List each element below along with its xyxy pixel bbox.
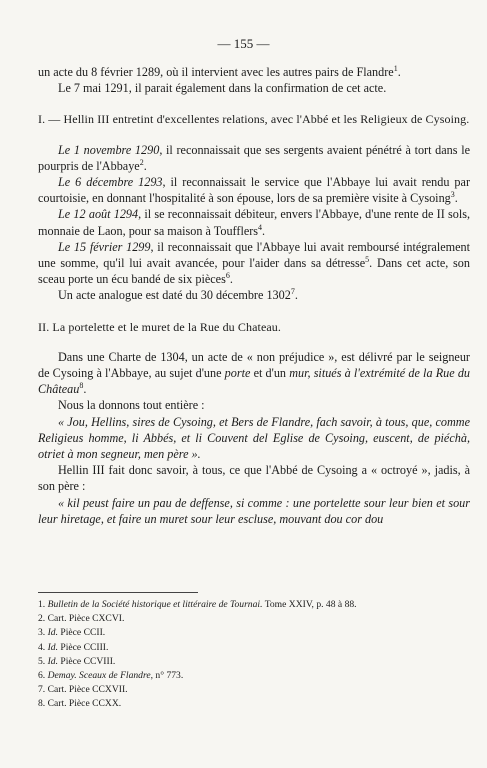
text: mur, situés à l'extrémité de la Rue du Château: [38, 366, 471, 397]
footnote-text: Cart. Pièce CCXVII.: [47, 684, 128, 696]
footnote: [38, 598, 470, 612]
footnote: [38, 655, 470, 669]
paragraph-12: [38, 495, 470, 527]
paragraph-1: [38, 64, 470, 80]
quote: « kil peust faire un pau de deffense, si comme : une portelette sour leur bien et sour leur hiretage, et faire un muret sour leur escluse, mouvant dou cor dou: [38, 495, 470, 526]
paragraph-10: [38, 414, 470, 463]
date: Le 6 décembre 1293: [58, 175, 163, 190]
footnote-number: 1.: [38, 599, 46, 610]
text: , il reconnaissait que l'Abbaye lui avait remboursé intégralement une somme, qu'il lui avait avancée, pour l'aider dans sa détresse: [38, 239, 470, 271]
paragraph-7: Un acte analogue est daté du 30 décembre 1302$^7$.: [58, 287, 298, 303]
footnote: [38, 612, 470, 626]
footnote-number: 8.: [38, 698, 46, 710]
text: , il se reconnaissait débiteur, envers l'Abbaye, d'une rente de II sols, monnaie de Laon, pour sa maison à Toufflers: [38, 207, 470, 238]
footnotes: [38, 598, 470, 712]
footnote: [38, 683, 470, 697]
footnote-divider: [38, 592, 198, 593]
section-heading-2: II. La portelette et le muret de la Rue du Chateau.: [38, 319, 282, 334]
text: Dans une Charte de 1304, un acte de « non préjudice », est délivré par le seigneur de Cysoing à l'Abbaye, au sujet d'une: [38, 349, 470, 381]
footnote-text: Pièce CCIII.: [58, 641, 109, 653]
text: et d'un: [250, 366, 290, 381]
quote: « Jou, Hellins, sires de Cysoing, et Bers de Flandre, fach savoir, à tous, que, comme Religieus homme, li Abbés, et li Couvent del Eglise de Cysoing, euscent, de piéchà, otriet à mon segneur, men père ».: [38, 414, 470, 462]
footnote-number: 7.: [38, 684, 46, 696]
footnote-text: Id.: [47, 655, 58, 667]
footnote-number: 3.: [38, 627, 46, 639]
footnote-text: Id.: [47, 627, 58, 639]
page-number: — 155 —: [217, 36, 270, 51]
footnote-number: 6.: [38, 670, 46, 682]
footnote-text: Bulletin de la Société historique et littéraire de Tournai.: [47, 599, 263, 610]
footnote-ref: 2: [139, 157, 144, 167]
paragraph-5: Le 12 août 1294, il se reconnaissait débiteur, envers l'Abbaye, d'une rente de II sols, monnaie de Laon, pour sa maison à Toufflers$^4$.: [38, 207, 470, 238]
section-heading-1: I. — Hellin III entretint d'excellentes relations, avec l'Abbé et les Religieux de Cysoing.: [38, 112, 470, 127]
footnote: [38, 697, 470, 711]
footnote-number: 4.: [38, 641, 46, 653]
footnote: [38, 669, 470, 683]
footnote-ref: 5: [365, 254, 370, 264]
text: .: [397, 65, 401, 79]
body-text: [38, 64, 470, 527]
footnote-text: Cart. Pièce CCXX.: [47, 698, 122, 710]
footnote-ref: 1: [393, 63, 398, 73]
footnote-ref: 6: [225, 271, 230, 281]
footnote-number: 5.: [38, 655, 46, 667]
footnote-ref: 8: [79, 381, 84, 391]
paragraph-6: Le 15 février 1299, il reconnaissait que l'Abbaye lui avait remboursé intégralement une somme, qu'il lui avait avancée, pour l'aider dans sa détresse$^5$. Dans cet acte, son sceau porte un écu bandé de six pièces$^6$.: [38, 239, 470, 287]
paragraph-4: Le 6 décembre 1293, il reconnaissait le service que l'Abbaye lui avait rendu par courtoisie, en donnant l'hospitalité à son épouse, lors de sa première visite à Cysoing$^3$.: [38, 175, 470, 206]
paragraph-3: Le 1 novembre 1290, il reconnaissait que ses sergents avaient pénétré à tort dans le pourpris de l'Abbaye$^2$.: [38, 142, 470, 173]
paragraph-8: Dans une Charte de 1304, un acte de « non préjudice », est délivré par le seigneur de Cysoing à l'Abbaye, au sujet d'une porte et d'un mur, situés à l'extrémité de la Rue du Château$^8$.: [38, 349, 471, 397]
date: Le 1 novembre 1290: [58, 142, 160, 157]
date: Le 12 août 1294: [58, 207, 139, 222]
date: Le 15 février 1299: [58, 239, 151, 254]
text: Un acte analogue est daté du 30 décembre 1302: [58, 288, 291, 303]
text: porte: [224, 366, 251, 381]
footnote-number: 2.: [38, 613, 46, 625]
footnote-text: Id.: [47, 641, 58, 653]
footnote: [38, 626, 470, 640]
text: . Dans cet acte, son sceau porte un écu bandé de six pièces: [38, 256, 470, 287]
paragraph-9: Nous la donnons tout entière :: [58, 398, 205, 413]
text: , il reconnaissait que ses sergents avaient pénétré à tort dans le pourpris de l'Abbaye: [38, 142, 470, 173]
footnote-ref: 4: [258, 222, 263, 232]
footnote-ref: 3: [450, 190, 455, 200]
footnote-text: Demay. Sceaux de Flandre,: [47, 670, 154, 682]
footnote-ref: 7: [290, 287, 295, 297]
footnote-text: Pièce CCVIII.: [58, 655, 116, 667]
text: , il reconnaissait le service que l'Abbaye lui avait rendu par courtoisie, en donnant l'hospitalité à son épouse, lors de sa première visite à Cysoing: [38, 175, 470, 206]
paragraph-11: Hellin III fait donc savoir, à tous, ce que l'Abbé de Cysoing a « octroyé », jadis, à son père :: [38, 463, 470, 494]
footnote-text: Cart. Pièce CXCVI.: [47, 613, 125, 625]
footnote-text: Pièce CCII.: [58, 627, 106, 639]
footnote-text: Tome XXIV, p. 48 à 88.: [262, 599, 357, 610]
paragraph-2: Le 7 mai 1291, il parait également dans la confirmation de cet acte.: [58, 81, 387, 96]
text: un acte du 8 février 1289, où il intervient avec les autres pairs de Flandre: [38, 65, 394, 79]
footnote: [38, 641, 470, 655]
footnote-text: n° 773.: [153, 670, 184, 682]
